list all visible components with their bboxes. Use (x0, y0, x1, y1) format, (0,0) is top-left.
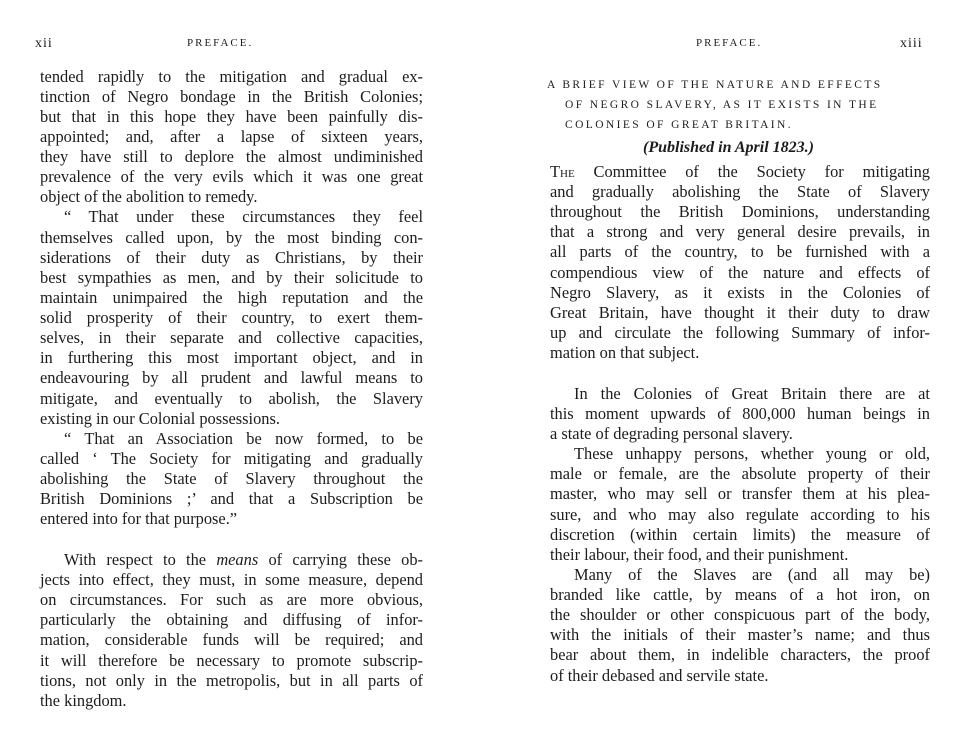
text-line: entered into for that purpose.” (40, 509, 238, 528)
text-line: prevalence of the very evils which it was one great (40, 167, 423, 186)
right-page (490, 0, 980, 744)
text-line: in furthering this most important object, and in (40, 348, 423, 367)
text-line: In the Colonies of Great Britain there are at (574, 384, 930, 403)
page-number: xiii (900, 36, 923, 51)
text-line: jects into effect, they must, in some measure, depend (40, 570, 423, 589)
text-line: up and circulate the following Summary of infor- (550, 323, 930, 342)
text-line: discretion (within certain limits) the measure of (550, 525, 930, 544)
page-number: xii (35, 36, 53, 51)
text-line: the kingdom. (40, 691, 127, 710)
text-line: Many of the Slaves are (and all may be) (574, 565, 930, 584)
text-line: tended rapidly to the mitigation and gradual ex- (40, 67, 423, 86)
emphasis: means (216, 550, 259, 569)
text-line: on circumstances. For such as are more obvious, (40, 590, 423, 609)
text-line: a state of degrading personal slavery. (550, 424, 793, 443)
text-line: themselves called upon, by the most binding con- (40, 228, 423, 247)
text-line: that a strong and very general desire prevails, in (550, 222, 930, 241)
text-line: These unhappy persons, whether young or old, (574, 444, 930, 463)
text-line: mation on that subject. (550, 343, 700, 362)
text-line: “ That an Association be now formed, to be (64, 429, 423, 448)
text-line: existing in our Colonial possessions. (40, 409, 280, 428)
text-line: tinction of Negro bondage in the British Colonies; (40, 87, 423, 106)
text-line: throughout the British Dominions, understanding (550, 202, 930, 221)
text-line: they have still to deplore the almost undiminished (40, 147, 423, 166)
text-line: solid prosperity of their country, to exert them- (40, 308, 423, 327)
text-line: siderations of their duty as Christians, by their (40, 248, 423, 267)
text-line: branded like cattle, by means of a hot iron, on (550, 585, 930, 604)
section-title-line: A BRIEF VIEW OF THE NATURE AND EFFECTS (547, 79, 883, 91)
text-line: their labour, their food, and their punishment. (550, 545, 849, 564)
text-line: mation, considerable funds will be required; and (40, 630, 423, 649)
text-line: sure, and who may also regulate according to his (550, 505, 930, 524)
text-line: abolishing the State of Slavery throughout the (40, 469, 423, 488)
text-line: “ That under these circumstances they feel (64, 207, 423, 226)
text-line: of their debased and servile state. (550, 666, 769, 685)
text-line: with the initials of their master’s name; and thus (550, 625, 930, 644)
text-line: maintain unimpaired the high reputation and the (40, 288, 423, 307)
text-line: The Committee of the Society for mitigating (550, 162, 930, 181)
section-title-line: COLONIES OF GREAT BRITAIN. (565, 119, 794, 131)
text-line: endeavouring by all prudent and lawful means to (40, 368, 423, 387)
text-line: tions, not only in the metropolis, but in all parts of (40, 671, 423, 690)
text-line: the shoulder or other conspicuous part of the body, (550, 605, 930, 624)
text-line: mitigate, and eventually to abolish, the Slavery (40, 389, 423, 408)
text-line: it will therefore be necessary to promote subscrip- (40, 651, 423, 670)
text-line: compendious view of the nature and effects of (550, 263, 930, 282)
text-line: selves, in their separate and collective capacities, (40, 328, 423, 347)
text-line: With respect to the means of carrying these ob- (64, 550, 423, 569)
text-line: British Dominions ;’ and that a Subscription be (40, 489, 423, 508)
text-line: object of the abolition to remedy. (40, 187, 258, 206)
text-line: this moment upwards of 800,000 human beings in (550, 404, 930, 423)
text-line: best sympathies as men, and by their solicitude to (40, 268, 423, 287)
text-line: but that in this hope they have been painfully dis- (40, 107, 423, 126)
text-line: appointed; and, after a lapse of sixteen years, (40, 127, 423, 146)
text-line: Negro Slavery, as it exists in the Colonies of (550, 283, 930, 302)
running-head: PREFACE. (187, 37, 254, 49)
running-head: PREFACE. (696, 37, 763, 49)
section-title-line: OF NEGRO SLAVERY, AS IT EXISTS IN THE (565, 99, 879, 111)
text-line: master, who may sell or transfer them at his plea- (550, 484, 930, 503)
text-line: particularly the obtaining and diffusing of infor- (40, 610, 423, 629)
text-line: all parts of the country, to be furnished with a (550, 242, 930, 261)
text-line: called ‘ The Society for mitigating and gradually (40, 449, 423, 468)
text-line: male or female, are the absolute property of their (550, 464, 930, 483)
publication-note: (Published in April 1823.) (643, 139, 814, 156)
drop-word: The (550, 162, 575, 181)
text-line: bear about them, in indelible characters, the proof (550, 645, 930, 664)
text-line: and gradually abolishing the State of Slavery (550, 182, 930, 201)
text-line: Great Britain, have thought it their duty to draw (550, 303, 930, 322)
